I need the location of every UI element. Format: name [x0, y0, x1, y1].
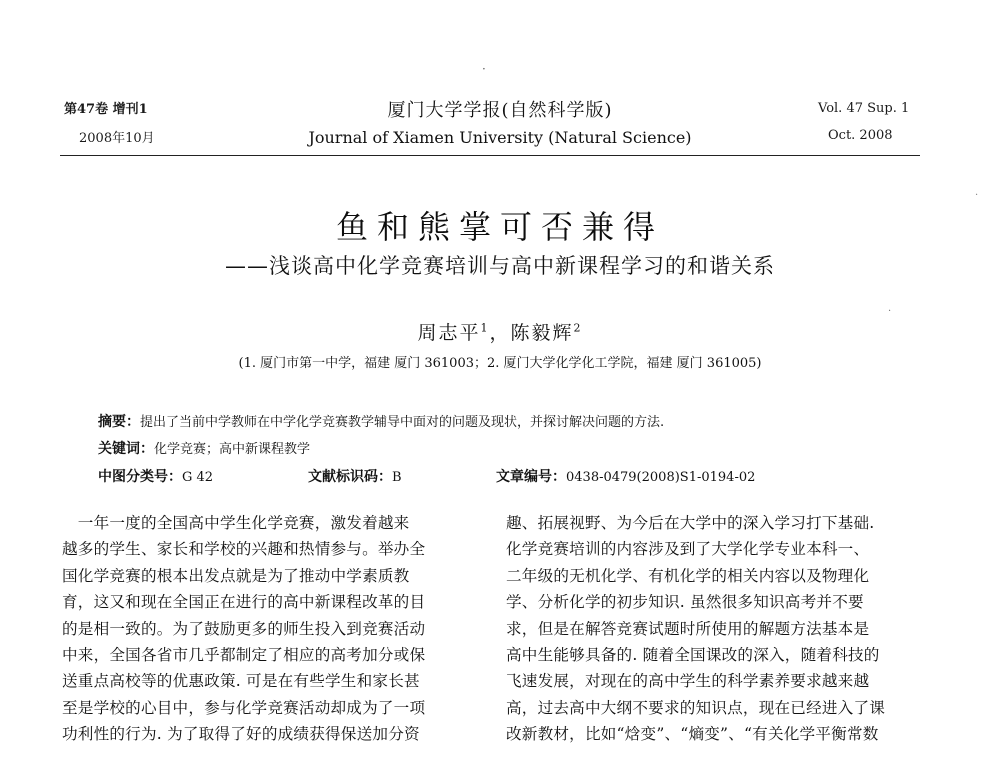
- body-right-column: [506, 510, 885, 748]
- keywords-text: 化学竞赛；高中新课程教学: [154, 442, 311, 457]
- body-line: 送重点高校等的优惠政策. 可是在有些学生和家长甚: [62, 672, 420, 691]
- abstract-text: 提出了当前中学教师在中学化学竞赛教学辅导中面对的问题及现状，并探讨解决问题的方法.: [140, 415, 665, 430]
- body-line: 改新教材，比如“焓变”、“熵变”、“有关化学平衡常数: [506, 725, 879, 744]
- body-line: 至是学校的心目中，参与化学竞赛活动却成为了一项: [62, 698, 426, 717]
- affiliations: (1. 厦门市第一中学，福建 厦门 361003；2. 厦门大学化学化工学院，福建 厦门 361005): [238, 356, 762, 371]
- body-line: 高中生能够具备的. 随着全国课改的深入，随着科技的: [506, 646, 880, 665]
- header-date-en: Oct. 2008: [828, 128, 893, 143]
- header-journal-en: Journal of Xiamen University (Natural Science): [308, 128, 692, 147]
- body-line: 越多的学生、家长和学校的兴趣和热情参与。举办全: [62, 540, 426, 559]
- article-number-value: 0438-0479(2008)S1-0194-02: [566, 470, 756, 485]
- abstract-label: 摘要：: [98, 414, 140, 430]
- clc-number: [98, 466, 213, 486]
- document-code: [308, 466, 402, 486]
- author-affiliation-mark: 1: [480, 321, 490, 335]
- article-subtitle: ——浅谈高中化学竞赛培训与高中新课程学习的和谐关系: [225, 254, 775, 278]
- body-line: 求，但是在解答竞赛试题时所使用的解题方法基本是: [506, 619, 870, 638]
- author-affiliation-mark: 2: [573, 321, 583, 335]
- header-volume-cn: 第47卷 增刊1: [64, 102, 148, 117]
- body-line: 中来，全国各省市几乎都制定了相应的高考加分或保: [62, 646, 426, 665]
- header-rule: [60, 155, 920, 156]
- abstract: [98, 411, 664, 431]
- body-line: 学、分析化学的初步知识. 虽然很多知识高考并不要: [506, 593, 864, 612]
- article-number: [496, 466, 755, 486]
- body-left-column: [62, 510, 425, 748]
- body-line: 功利性的行为. 为了取得了好的成绩获得保送加分资: [62, 725, 420, 744]
- document-code-label: 文献标识码：: [308, 469, 392, 485]
- body-line: 趣、拓展视野、为今后在大学中的深入学习打下基础.: [506, 514, 875, 532]
- body-line: 二年级的无机化学、有机化学的相关内容以及物理化: [506, 566, 870, 585]
- clc-value: G 42: [182, 470, 214, 485]
- author-separator: ，: [489, 322, 511, 344]
- body-line: 化学竞赛培训的内容涉及到了大学化学专业本科一、: [506, 540, 870, 559]
- header-date-cn: 2008年10月: [79, 131, 155, 146]
- author-line: [0, 318, 1000, 345]
- body-line: 国化学竞赛的根本出发点就是为了推动中学素质教: [62, 566, 410, 585]
- header-volume-en: Vol. 47 Sup. 1: [818, 101, 910, 116]
- body-line: 飞速发展，对现在的高中学生的科学素养要求越来越: [506, 672, 870, 691]
- body-line: 的是相一致的。为了鼓励更多的师生投入到竞赛活动: [62, 619, 426, 638]
- document-code-value: B: [392, 470, 402, 485]
- body-line: 高，过去高中大纲不要求的知识点，现在已经进入了课: [506, 698, 886, 717]
- header-journal-cn: 厦门大学学报(自然科学版): [387, 100, 613, 121]
- body-line: 一年一度的全国高中学生化学竞赛，激发着越来: [62, 514, 410, 532]
- scan-mark: ·: [482, 62, 486, 76]
- body-line: 育，这又和现在全国正在进行的高中新课程改革的目: [62, 593, 426, 612]
- author-name: 陈毅辉: [510, 322, 574, 344]
- clc-label: 中图分类号：: [98, 469, 182, 485]
- article-number-label: 文章编号：: [496, 469, 566, 485]
- scan-dot: ·: [888, 306, 892, 317]
- keywords-label: 关键词：: [98, 441, 154, 457]
- scan-dot: ·: [975, 190, 979, 201]
- author-name: 周志平: [417, 322, 481, 344]
- article-title: 鱼和熊掌可否兼得: [335, 208, 664, 246]
- keywords: [98, 438, 310, 458]
